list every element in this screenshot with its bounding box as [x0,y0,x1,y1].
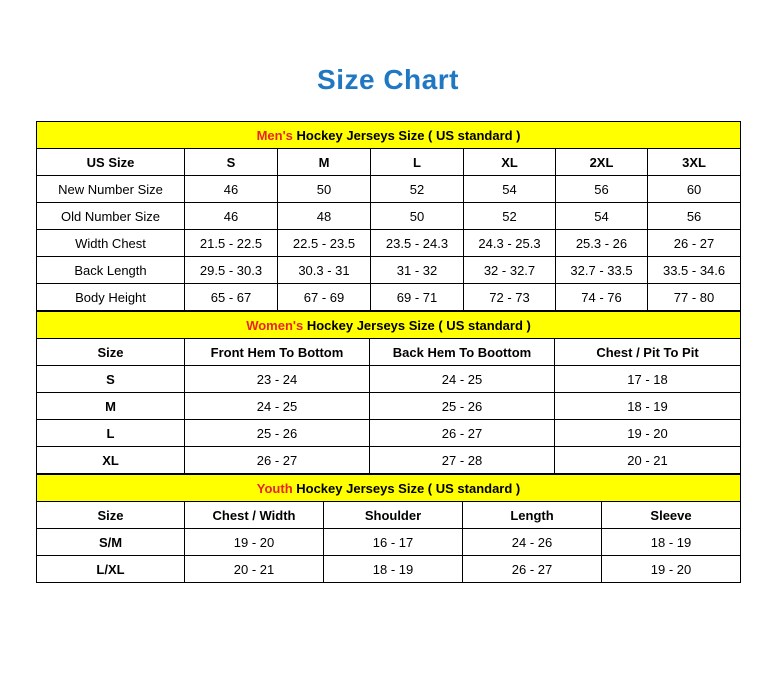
table-cell: 18 - 19 [555,393,741,420]
row-label: XL [37,447,185,474]
section-header-rest: Hockey Jerseys Size ( US standard ) [303,317,531,333]
table-section-header-row [37,475,741,502]
row-label: L/XL [37,556,185,583]
column-header: Chest / Pit To Pit [555,339,741,366]
table-cell: 24 - 25 [370,366,555,393]
table-cell: 54 [556,203,648,230]
table-cell: 31 - 32 [371,257,464,284]
table-row [37,176,741,203]
column-header: Sleeve [602,502,741,529]
table-cell: 32 - 32.7 [464,257,556,284]
table-cell: 50 [278,176,371,203]
table-cell: 25 - 26 [185,420,370,447]
youth-section-header [37,475,741,502]
table-cell: 52 [464,203,556,230]
column-header: Length [463,502,602,529]
table-row [37,284,741,311]
row-label: Width Chest [37,230,185,257]
womens-size-table [36,311,741,474]
table-cell: 46 [185,203,278,230]
table-cell: 67 - 69 [278,284,371,311]
size-chart-tables [36,121,740,583]
table-cell: 52 [371,176,464,203]
section-header-accent: Men's [256,127,293,143]
table-cell: 26 - 27 [185,447,370,474]
table-cell: 24 - 26 [463,529,602,556]
column-header: Size [37,339,185,366]
table-cell: 30.3 - 31 [278,257,371,284]
column-header: M [278,149,371,176]
section-header-rest: Hockey Jerseys Size ( US standard ) [292,480,521,496]
row-label: S/M [37,529,185,556]
section-header-rest: Hockey Jerseys Size ( US standard ) [292,127,521,143]
table-cell: 19 - 20 [602,556,741,583]
table-row [37,203,741,230]
table-header-row [37,502,741,529]
table-row [37,393,741,420]
table-cell: 19 - 20 [555,420,741,447]
column-header: Chest / Width [185,502,324,529]
table-cell: 23.5 - 24.3 [371,230,464,257]
row-label: Body Height [37,284,185,311]
column-header: 2XL [556,149,648,176]
table-cell: 20 - 21 [185,556,324,583]
table-row [37,257,741,284]
table-row [37,447,741,474]
row-label: S [37,366,185,393]
table-cell: 56 [556,176,648,203]
table-cell: 16 - 17 [324,529,463,556]
table-cell: 33.5 - 34.6 [648,257,741,284]
womens-section-header [37,312,741,339]
table-cell: 27 - 28 [370,447,555,474]
table-cell: 18 - 19 [602,529,741,556]
table-cell: 72 - 73 [464,284,556,311]
table-cell: 50 [371,203,464,230]
row-label: New Number Size [37,176,185,203]
column-header: S [185,149,278,176]
row-label: Back Length [37,257,185,284]
row-label: Old Number Size [37,203,185,230]
table-section-header-row [37,122,741,149]
table-cell: 48 [278,203,371,230]
table-cell: 46 [185,176,278,203]
table-cell: 21.5 - 22.5 [185,230,278,257]
row-label: M [37,393,185,420]
column-header: XL [464,149,556,176]
table-cell: 25 - 26 [370,393,555,420]
section-header-accent: Youth [256,480,293,496]
table-cell: 24 - 25 [185,393,370,420]
column-header: US Size [37,149,185,176]
youth-size-table [36,474,741,583]
table-row [37,230,741,257]
column-header: Back Hem To Boottom [370,339,555,366]
table-row [37,366,741,393]
column-header: Size [37,502,185,529]
column-header: L [371,149,464,176]
table-cell: 17 - 18 [555,366,741,393]
table-cell: 56 [648,203,741,230]
table-cell: 23 - 24 [185,366,370,393]
row-label: L [37,420,185,447]
table-cell: 22.5 - 23.5 [278,230,371,257]
table-cell: 20 - 21 [555,447,741,474]
table-cell: 26 - 27 [463,556,602,583]
table-cell: 19 - 20 [185,529,324,556]
table-cell: 18 - 19 [324,556,463,583]
table-header-row [37,149,741,176]
table-header-row [37,339,741,366]
table-cell: 25.3 - 26 [556,230,648,257]
mens-section-header [37,122,741,149]
page-title: Size Chart [317,64,459,95]
column-header: 3XL [648,149,741,176]
table-cell: 24.3 - 25.3 [464,230,556,257]
table-cell: 65 - 67 [185,284,278,311]
table-cell: 26 - 27 [370,420,555,447]
table-cell: 60 [648,176,741,203]
mens-size-table [36,121,741,311]
table-cell: 77 - 80 [648,284,741,311]
table-cell: 54 [464,176,556,203]
section-header-accent: Women's [246,317,304,333]
table-row [37,556,741,583]
table-section-header-row [37,312,741,339]
table-cell: 32.7 - 33.5 [556,257,648,284]
table-cell: 26 - 27 [648,230,741,257]
column-header: Front Hem To Bottom [185,339,370,366]
table-row [37,529,741,556]
table-row [37,420,741,447]
table-cell: 29.5 - 30.3 [185,257,278,284]
column-header: Shoulder [324,502,463,529]
table-cell: 74 - 76 [556,284,648,311]
table-cell: 69 - 71 [371,284,464,311]
